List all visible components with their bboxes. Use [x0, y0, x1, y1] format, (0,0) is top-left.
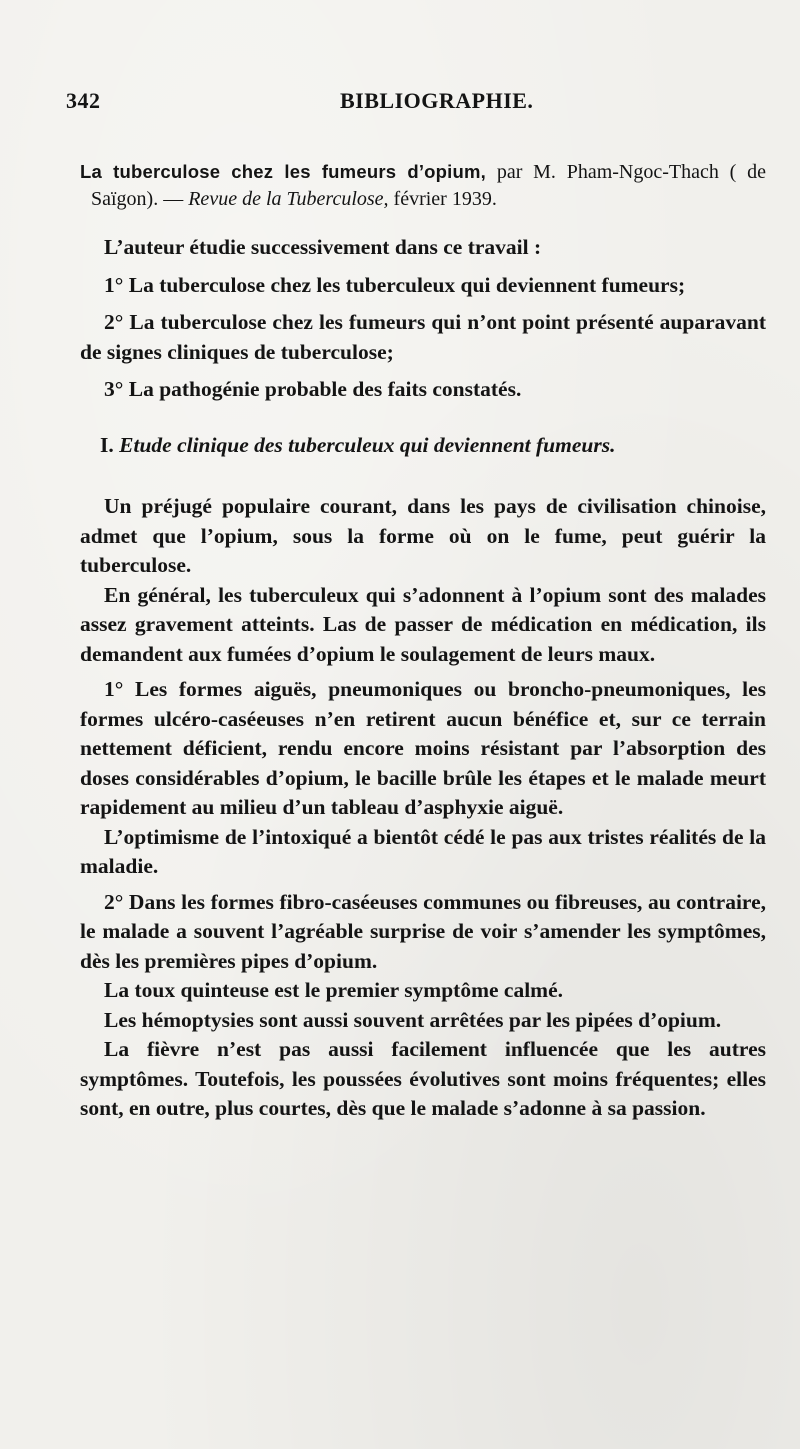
reference-date: février 1939. — [393, 188, 497, 210]
reference-journal: Revue de la Tuberculose, — [188, 188, 389, 210]
body-paragraph-6: La toux quinteuse est le premier symptôme calmé. — [104, 978, 564, 1002]
section-number: I. — [100, 432, 114, 457]
list-item-3: 3° La pathogénie probable des faits constatés. — [104, 377, 522, 401]
body-paragraph-4: L’optimisme de l’intoxiqué a bientôt cédé le pas aux tristes réalités de la maladie. — [80, 824, 766, 878]
list-item-2: 2° La tuberculose chez les fumeurs qui n’ont point présenté auparavant de signes cliniques de tuberculose; — [80, 310, 766, 364]
section-title: Etude clinique des tuberculeux qui deviennent fumeurs. — [119, 432, 616, 457]
body-paragraph-3: 1° Les formes aiguës, pneumoniques ou broncho-pneumoniques, les formes ulcéro-caséeuses n’en retirent aucun bénéfice et, sur ce terrain nettement déficient, rendu encore moins résistant par l’absorption des doses considérables d’opium, le bacille brûle les étapes et le malade meurt rapidement au milieu d’un tableau d’asphyxie aiguë. — [80, 677, 766, 819]
reference-title: La tuberculose chez les fumeurs d’opium, — [80, 161, 487, 182]
bibliographic-reference — [80, 158, 766, 213]
section-heading — [80, 431, 766, 461]
list-item-1: 1° La tuberculose chez les tuberculeux qui deviennent fumeurs; — [104, 272, 686, 297]
running-head: BIBLIOGRAPHIE. — [340, 88, 534, 113]
body-paragraph-5: 2° Dans les formes fibro-caséeuses communes ou fibreuses, au contraire, le malade a souvent l’agréable surprise de voir s’amender les symptômes, dès les premières pipes d’opium. — [80, 889, 766, 973]
page-number: 342 — [66, 88, 101, 113]
body-paragraph-2: En général, les tuberculeux qui s’adonnent à l’opium sont des malades assez gravement atteints. Las de passer de médication en médication, ils demandent aux fumées d’opium le soulagement de leurs maux. — [80, 582, 766, 666]
body-paragraph-1: Un préjugé populaire courant, dans les pays de civilisation chinoise, admet que l’opium, sous la forme où on le fume, peut guérir la tuberculose. — [80, 494, 766, 577]
page-content — [80, 158, 766, 1124]
page-header — [66, 88, 746, 118]
intro-paragraph: L’auteur étudie successivement dans ce travail : — [104, 235, 542, 259]
body-paragraph-7: Les hémoptysies sont aussi souvent arrêtées par les pipées d’opium. — [104, 1007, 722, 1032]
reference-author: par M. Pham-Ngoc-Thach ( de Saïgon). — — [91, 161, 767, 210]
body-paragraph-8: La fièvre n’est pas aussi facilement influencée que les autres symptômes. Toutefois, les poussées évolutives sont moins fréquentes; elles sont, en outre, plus courtes, dès que le malade s’adonne à sa passion. — [80, 1037, 766, 1120]
